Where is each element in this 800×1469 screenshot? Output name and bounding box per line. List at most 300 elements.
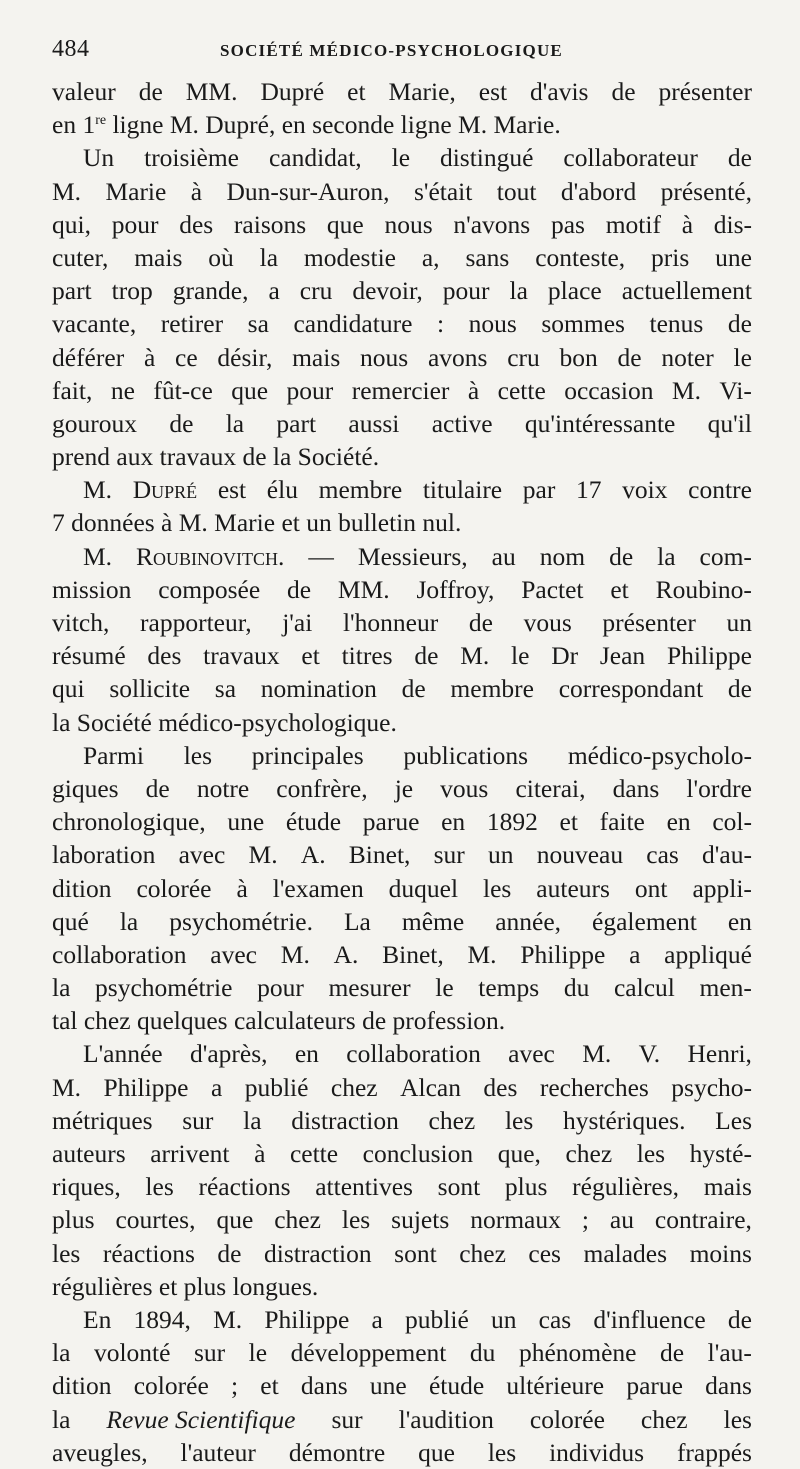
word: en [294, 1039, 319, 1069]
word: modestie [303, 242, 396, 272]
word: Pactet [521, 574, 584, 604]
word: médico-psycholo- [567, 740, 752, 770]
word: les [183, 740, 213, 770]
word: travaux [203, 641, 280, 671]
word: où [208, 242, 234, 272]
word: année, [495, 906, 562, 936]
text-line [52, 1203, 752, 1236]
word: devoir, [352, 276, 423, 306]
word: des [483, 1072, 518, 1102]
word: nous [384, 209, 433, 239]
word: à [143, 342, 156, 372]
word: au [609, 1205, 634, 1235]
word: pour [257, 973, 304, 1003]
word: une [369, 1371, 407, 1401]
text-line [52, 1037, 752, 1070]
word: chez [565, 1139, 613, 1168]
word: phénomène [518, 1338, 637, 1368]
text-line [52, 772, 752, 805]
word: tal chez quelques calculateurs de profession. [52, 1006, 506, 1036]
word: a [268, 276, 280, 306]
word: candidature [293, 309, 413, 339]
word: remercier [351, 375, 450, 405]
word: la [243, 1105, 262, 1135]
word: Philippe [520, 939, 606, 969]
word: qu'il [707, 408, 752, 438]
word: la [259, 242, 279, 272]
word: M. [52, 1072, 82, 1102]
word: vitch, [52, 608, 110, 637]
word: Joffroy, [416, 574, 495, 604]
word: parue [626, 1371, 683, 1401]
text-line [52, 1303, 752, 1336]
word: candidat, [268, 143, 362, 173]
word: fût-ce [153, 375, 213, 405]
word: 1894, [133, 1304, 191, 1334]
text-line [52, 606, 752, 639]
word: cette [497, 375, 546, 405]
word: giques [52, 773, 119, 803]
word: pris [651, 242, 690, 272]
text-line [52, 307, 752, 340]
text-line [52, 971, 752, 1004]
text-line [52, 1071, 752, 1104]
text-line [52, 1336, 752, 1369]
word: une [715, 242, 752, 272]
word: pour [111, 209, 159, 239]
word: du [469, 1338, 496, 1368]
word: sa [247, 309, 269, 339]
running-head: SOCIÉTÉ MÉDICO-PSYCHOLOGIQUE [220, 41, 563, 60]
word: Jean [599, 641, 646, 671]
word: notre [196, 773, 250, 803]
text-line [52, 440, 752, 473]
word: avec [178, 840, 226, 870]
word: un [726, 608, 752, 637]
text-line [52, 739, 752, 772]
word: calcul [613, 973, 675, 1003]
word: de [611, 77, 636, 106]
word: nomination [260, 674, 377, 704]
word: arrivent [150, 1139, 230, 1168]
word: à [254, 1139, 266, 1168]
word: de [217, 1238, 242, 1268]
word: tout [496, 176, 537, 206]
word: des [179, 209, 214, 239]
word: 7 données à M. Marie et un bulletin nul. [52, 508, 462, 538]
word: cette [289, 1139, 339, 1168]
page-number: 484 [52, 36, 90, 62]
word: Marie, [388, 77, 456, 106]
word: occasion [564, 375, 654, 405]
word: Messieurs, [357, 541, 468, 571]
word: les [487, 1437, 517, 1467]
word: psycho- [671, 1072, 752, 1102]
word: développement [290, 1338, 447, 1368]
word: duquel [388, 873, 459, 903]
word: membre [450, 674, 534, 704]
word: Philippe [666, 641, 752, 671]
word: MM. [337, 574, 390, 604]
word: ce [175, 342, 198, 372]
word: chez [640, 1404, 688, 1434]
word: des [147, 641, 182, 671]
word: en [666, 807, 691, 837]
word: Parmi [83, 740, 144, 770]
word: motif [605, 209, 661, 239]
word: dis- [713, 209, 752, 239]
word: l'au- [707, 1338, 752, 1368]
word: élu [266, 475, 298, 505]
word: mais [703, 1172, 752, 1202]
word: de [727, 143, 752, 173]
word: hystériques. [562, 1105, 686, 1135]
word: attentives [315, 1172, 413, 1202]
word: laboration [52, 840, 156, 870]
word: Dr [551, 641, 579, 671]
word: et [347, 77, 366, 106]
word: A. [300, 840, 326, 870]
word: que, [497, 1139, 541, 1168]
journal-title: Revue Scientifique [106, 1404, 296, 1434]
word: M. [213, 1304, 243, 1334]
word: réactions [198, 1172, 291, 1202]
word: le [511, 641, 530, 671]
word: nous [468, 309, 517, 339]
word: chez [274, 1205, 321, 1235]
word: sujets [391, 1205, 450, 1235]
word: déférer [52, 342, 125, 372]
word: les [341, 1205, 371, 1235]
word: La [343, 906, 371, 936]
word: nom [539, 541, 586, 571]
text-line [52, 938, 752, 971]
word: également [592, 906, 697, 936]
word: les [483, 873, 512, 903]
word: à [681, 209, 694, 239]
word: raisons [233, 209, 307, 239]
word: de [727, 1304, 752, 1334]
word: membre [318, 475, 403, 505]
word: dans [705, 1371, 752, 1401]
word: col- [712, 807, 752, 837]
text-line [52, 407, 752, 440]
word: de [727, 309, 752, 339]
word: a [210, 1072, 223, 1102]
word: Binet, [382, 939, 444, 969]
text-line [52, 1137, 752, 1170]
word: d'après, [189, 1039, 268, 1069]
word: ces [528, 1238, 561, 1268]
word: qui [52, 674, 85, 704]
word: ; [581, 1205, 589, 1235]
text-line [52, 473, 752, 506]
word: citerai, [515, 773, 586, 803]
text-line [52, 1270, 752, 1303]
text-line [52, 506, 752, 539]
word: présenté, [660, 176, 752, 206]
word: sur [331, 1404, 363, 1434]
word: la [225, 408, 245, 438]
word: d'influence [593, 1304, 706, 1334]
word: de [414, 641, 439, 671]
word: Les [715, 1105, 752, 1135]
text-line [52, 805, 752, 838]
word: les [52, 1238, 81, 1268]
word: recherches [539, 1072, 649, 1102]
word: publié [405, 1304, 469, 1334]
word: avons [427, 342, 488, 372]
word: Roubinovitch. [136, 541, 285, 571]
text-line [52, 1004, 752, 1037]
word: mais [134, 242, 183, 272]
word: correspondant [558, 674, 704, 704]
word: une [227, 807, 265, 837]
word: de [138, 77, 163, 106]
word: place [547, 276, 602, 306]
text-line [52, 573, 752, 606]
word: aveugles, [52, 1437, 148, 1467]
word: bon [559, 342, 598, 372]
word: cru [299, 276, 333, 306]
word: de [660, 1338, 685, 1368]
word: faite [599, 807, 645, 837]
word: de [468, 608, 493, 637]
word: : [436, 309, 445, 339]
word: vous [523, 608, 572, 637]
word: sont [437, 1172, 481, 1202]
word: mission [52, 574, 132, 604]
word: sur [433, 840, 465, 870]
word: aussi [348, 408, 400, 438]
word: en [727, 906, 752, 936]
word: du [563, 973, 590, 1003]
word: Alcan [400, 1072, 461, 1102]
word: M. [460, 641, 490, 671]
word: la [119, 906, 139, 936]
word: frappés [676, 1437, 752, 1467]
word: appli- [692, 873, 752, 903]
word: que [418, 1437, 455, 1467]
word: qu'intéressante [524, 408, 676, 438]
word: que [216, 1205, 254, 1235]
word: Marie [105, 176, 167, 206]
word: un [490, 1304, 517, 1334]
word: confrère, [276, 773, 368, 803]
word: a [629, 939, 641, 969]
text-line [52, 872, 752, 905]
word: ne [110, 375, 135, 405]
word: vous [440, 773, 489, 803]
word: pas [550, 209, 585, 239]
word: 1892 [486, 807, 538, 837]
word: cuter, [52, 242, 109, 272]
text-line [52, 1369, 752, 1402]
word: avec [508, 1039, 555, 1069]
word: moins [689, 1238, 752, 1268]
word: les [145, 1172, 174, 1202]
word: riques, [52, 1172, 121, 1202]
word: ligne M. Dupré, en seconde ligne M. Marie. [106, 110, 561, 140]
word: par [522, 475, 556, 505]
text-line [52, 1436, 752, 1469]
word: tenus [649, 309, 704, 339]
text-line [52, 175, 752, 208]
word: le [248, 1338, 268, 1368]
word: M. [52, 176, 82, 206]
text-line [52, 241, 752, 274]
text-line [52, 341, 752, 374]
word: a [371, 1304, 383, 1334]
word: l'ordre [686, 773, 752, 803]
word: psychométrie. [169, 906, 313, 936]
word: vacante, [52, 309, 137, 339]
word: Henri, [687, 1039, 752, 1069]
word: hysté- [689, 1139, 752, 1168]
word: conteste, [535, 242, 626, 272]
word: d'abord [560, 176, 637, 206]
word: à [190, 176, 203, 206]
word: collaboration [52, 939, 187, 969]
word: M. [467, 939, 497, 969]
word: sa [214, 674, 237, 704]
word: Dupré [260, 77, 325, 106]
word: dans [300, 1371, 348, 1401]
word: actuellement [621, 276, 752, 306]
body-text [52, 75, 752, 1469]
word: de [145, 773, 170, 803]
word: chez [459, 1238, 506, 1268]
word: dition [52, 873, 112, 903]
word: de [727, 674, 752, 704]
text-line [52, 706, 752, 739]
word: fait, [52, 375, 93, 405]
word: distraction [291, 1105, 399, 1135]
word: gouroux [52, 408, 137, 438]
word: pour [442, 276, 490, 306]
word: métriques [52, 1105, 153, 1135]
word: à [236, 873, 248, 903]
word: distraction [264, 1238, 372, 1268]
word: chez [330, 1072, 378, 1102]
word: ont [634, 873, 668, 903]
word: M. [280, 939, 310, 969]
word: de [169, 408, 194, 438]
word: mesurer [328, 973, 411, 1003]
word: régulières et plus longues. [52, 1271, 319, 1301]
word: auteurs [52, 1139, 126, 1168]
word: et [260, 1371, 279, 1401]
word: trop [111, 276, 153, 306]
word: volonté [93, 1338, 171, 1368]
word: Dupré [132, 475, 198, 505]
word: Roubino- [655, 574, 752, 604]
word: retirer [160, 309, 224, 339]
page-header [52, 30, 752, 70]
text-line [52, 1170, 752, 1203]
word: En [83, 1304, 112, 1334]
word: mais [292, 342, 341, 372]
word: et [610, 574, 629, 604]
word: s'était [413, 176, 473, 206]
word: collaboration [346, 1039, 481, 1069]
word: l'auteur [180, 1437, 256, 1467]
word: sur [182, 1105, 214, 1135]
word: à [467, 375, 480, 405]
word: prend aux travaux de la Société. [52, 442, 380, 472]
word: sont [394, 1238, 437, 1268]
word: chez [428, 1105, 476, 1135]
text-line [52, 141, 752, 174]
word: nouveau [536, 840, 624, 870]
word: men- [699, 973, 752, 1003]
word: rapporteur, [140, 608, 252, 637]
text-run [52, 108, 561, 141]
word: la [52, 973, 71, 1003]
word: les [504, 1105, 534, 1135]
word: sans [465, 242, 510, 272]
word: sollicite [109, 674, 191, 704]
word: sommes [541, 309, 625, 339]
word: la [657, 541, 676, 571]
word: ultérieure [506, 1371, 605, 1401]
text-line [52, 374, 752, 407]
word: présenter [658, 77, 752, 106]
word: résumé [52, 641, 126, 671]
word: conclusion [362, 1139, 474, 1168]
word: contraire, [654, 1205, 752, 1235]
word: la [52, 1338, 71, 1368]
word: M. [248, 840, 278, 870]
text-line [52, 838, 752, 871]
word: grande, [172, 276, 249, 306]
word: plus [504, 1172, 548, 1202]
word: Vi- [719, 375, 752, 405]
word: avec [210, 939, 258, 969]
word: a, [421, 242, 440, 272]
word: principales [251, 740, 364, 770]
word: com- [699, 541, 752, 571]
word: d'au- [702, 840, 752, 870]
word: composée [158, 574, 261, 604]
word: psychométrie [95, 973, 233, 1003]
word: dans [612, 773, 660, 803]
text-line [52, 1237, 752, 1270]
text-line [52, 540, 752, 573]
word: M. [83, 541, 113, 571]
text-line [52, 108, 752, 141]
word: j'ai [282, 608, 313, 637]
word: titulaire [422, 475, 503, 505]
word: de [286, 574, 312, 604]
word: dition [52, 1371, 112, 1401]
word: désir, [217, 342, 273, 372]
word: un [487, 840, 514, 870]
word: MM. [185, 77, 238, 106]
word: sur [193, 1338, 226, 1368]
word: est [478, 77, 508, 106]
word: cas [538, 1304, 572, 1334]
text-line [52, 75, 752, 108]
word: colorée [136, 873, 212, 903]
word: le [733, 342, 752, 372]
word: que [231, 375, 269, 405]
word: est [217, 475, 247, 505]
word: nous [360, 342, 409, 372]
word: Philippe [103, 1072, 189, 1102]
word: part [276, 408, 317, 438]
word: l'honneur [342, 608, 439, 637]
